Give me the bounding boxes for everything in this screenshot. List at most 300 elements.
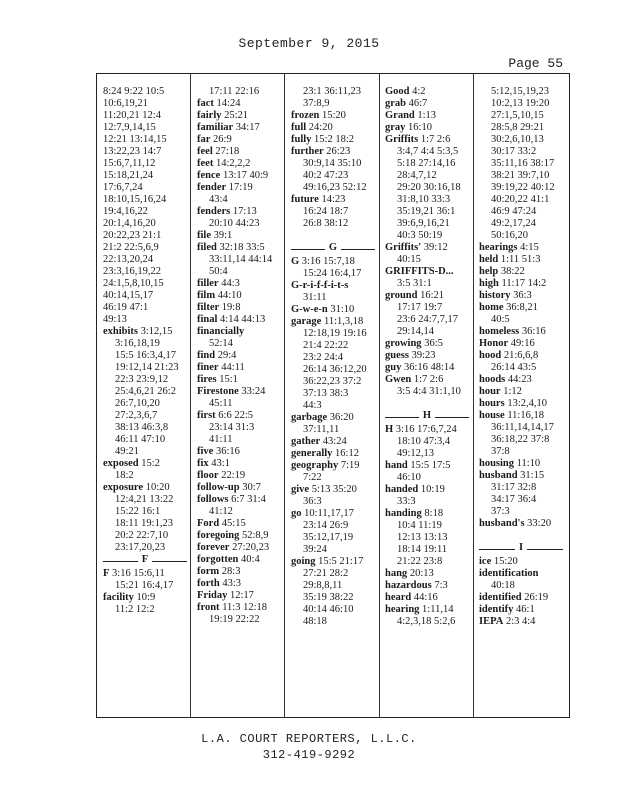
index-refs: 17:11 22:16 xyxy=(209,86,260,97)
index-continuation xyxy=(479,146,563,158)
index-refs: 21:2 22:5,6,9 xyxy=(103,242,159,253)
index-entry xyxy=(291,146,375,158)
index-refs: 16:10 xyxy=(405,122,432,133)
index-refs: 36:8,21 xyxy=(503,302,538,313)
index-continuation xyxy=(385,326,469,338)
index-entry xyxy=(479,568,563,580)
column-divider xyxy=(190,74,191,717)
index-refs: 27:18 xyxy=(212,146,240,157)
index-continuation xyxy=(291,340,375,352)
index-term: fix xyxy=(197,458,209,469)
index-continuation xyxy=(103,314,187,326)
index-term: hearings xyxy=(479,242,518,253)
index-continuation xyxy=(479,194,563,206)
index-refs: 17:13 xyxy=(230,206,257,217)
index-refs: 49:16 xyxy=(508,338,535,349)
index-refs: 10:2,13 19:20 xyxy=(491,98,550,109)
index-refs: 13:22,23 14:7 xyxy=(103,146,162,157)
index-refs: 23:6 24:7,7,17 xyxy=(397,314,458,325)
index-refs: 13:17 40:9 xyxy=(220,170,269,181)
index-continuation xyxy=(291,388,375,400)
index-refs: 16:24 18:7 xyxy=(303,206,349,217)
index-refs: 1:7 2:6 xyxy=(418,134,451,145)
index-continuation xyxy=(103,604,187,616)
index-refs: 12:13 13:13 xyxy=(397,532,448,543)
index-refs: 26:19 xyxy=(521,592,549,603)
index-refs: 18:10 47:3,4 xyxy=(397,436,451,447)
index-refs: 49:16,23 52:12 xyxy=(303,182,367,193)
index-refs: 19:4,16,22 xyxy=(103,206,148,217)
index-term: hood xyxy=(479,350,502,361)
index-term: hoods xyxy=(479,374,506,385)
index-refs: 45:15 xyxy=(219,518,246,529)
index-term: ice xyxy=(479,556,492,567)
index-refs: 29:4 xyxy=(215,350,237,361)
index-continuation xyxy=(103,278,187,290)
index-continuation xyxy=(103,338,187,350)
index-term: identified xyxy=(479,592,522,603)
index-entry xyxy=(197,110,281,122)
index-entry xyxy=(291,110,375,122)
index-continuation xyxy=(103,386,187,398)
index-term: G-w-e-n xyxy=(291,304,328,315)
index-refs: 12:17 xyxy=(227,590,254,601)
index-entry xyxy=(479,374,563,386)
index-refs: 28:4,7,12 xyxy=(397,170,437,181)
index-term: hazardous xyxy=(385,580,432,591)
index-refs: 7:3 xyxy=(431,580,448,591)
index-term: future xyxy=(291,194,319,205)
index-column-2 xyxy=(197,86,281,626)
index-refs: 25:4,6,21 26:2 xyxy=(115,386,176,397)
index-refs: 15:21 16:4,17 xyxy=(115,580,174,591)
index-refs: 19:8 xyxy=(219,302,241,313)
index-entry xyxy=(479,254,563,266)
index-refs: 17:17 19:7 xyxy=(397,302,443,313)
index-refs: 15:20 xyxy=(319,110,346,121)
index-refs: 17:6,7,24 xyxy=(103,182,143,193)
index-refs: 1:11,14 xyxy=(419,604,454,615)
index-term: film xyxy=(197,290,216,301)
index-continuation xyxy=(385,448,469,460)
index-refs: 46:19 47:1 xyxy=(103,302,149,313)
index-term: G-r-i-f-f-i-t-s xyxy=(291,280,349,291)
index-term: form xyxy=(197,566,220,577)
index-refs: 36:18,22 37:8 xyxy=(491,434,550,445)
index-continuation xyxy=(103,494,187,506)
index-continuation xyxy=(103,146,187,158)
index-term: hearing xyxy=(385,604,420,615)
index-refs: 33:20 xyxy=(524,518,552,529)
index-term: garbage xyxy=(291,412,328,423)
index-entry xyxy=(291,412,375,424)
index-refs: 15:5 17:5 xyxy=(407,460,451,471)
index-entry xyxy=(197,458,281,470)
index-refs: 28:3 xyxy=(219,566,241,577)
index-entry xyxy=(197,314,281,326)
index-refs: 31:15 xyxy=(517,470,545,481)
index-refs: 14:2,2,2 xyxy=(213,158,251,169)
index-entry xyxy=(479,242,563,254)
index-entry xyxy=(479,458,563,470)
index-refs: 13:2,4,10 xyxy=(504,398,547,409)
index-entry xyxy=(197,446,281,458)
index-term: grab xyxy=(385,98,406,109)
index-entry xyxy=(197,302,281,314)
index-term: ground xyxy=(385,290,418,301)
index-term: filler xyxy=(197,278,219,289)
index-term: feel xyxy=(197,146,213,157)
index-refs: 35:19 38:22 xyxy=(303,592,354,603)
index-continuation xyxy=(103,422,187,434)
index-continuation xyxy=(103,86,187,98)
index-term: growing xyxy=(385,338,422,349)
index-refs: 49:2,17,24 xyxy=(491,218,536,229)
index-entry xyxy=(385,98,469,110)
index-refs: 15:2 18:2 xyxy=(311,134,355,145)
index-continuation xyxy=(291,592,375,604)
index-term: garage xyxy=(291,316,322,327)
index-refs: 1:13 xyxy=(414,110,437,121)
index-entry xyxy=(291,556,375,568)
index-term: generally xyxy=(291,448,333,459)
index-refs: 31:17 32:8 xyxy=(491,482,537,493)
index-entry xyxy=(197,146,281,158)
index-refs: 35:12,17,19 xyxy=(303,532,354,543)
index-term: husband xyxy=(479,470,518,481)
index-continuation xyxy=(385,254,469,266)
index-continuation xyxy=(103,290,187,302)
index-column-1 xyxy=(103,86,187,616)
index-continuation xyxy=(479,158,563,170)
index-refs: 20:2 22:7,10 xyxy=(115,530,169,541)
index-entry xyxy=(197,206,281,218)
index-refs: 15:5 16:3,4,17 xyxy=(115,350,176,361)
index-refs: 5:13 35:20 xyxy=(309,484,357,495)
column-divider xyxy=(284,74,285,717)
index-term: five xyxy=(197,446,214,457)
index-refs: 36:3 xyxy=(510,290,532,301)
index-refs: 41:11 xyxy=(209,434,233,445)
index-entry xyxy=(479,386,563,398)
index-term: exhibits xyxy=(103,326,139,337)
index-refs: 1:12 xyxy=(500,386,522,397)
section-letter xyxy=(385,410,469,424)
index-continuation xyxy=(385,194,469,206)
index-entry xyxy=(291,508,375,520)
index-term: guess xyxy=(385,350,409,361)
index-refs: 40:5 xyxy=(491,314,510,325)
index-refs: 10:6,19,21 xyxy=(103,98,148,109)
index-continuation xyxy=(385,158,469,170)
index-entry xyxy=(197,98,281,110)
index-refs: 28:5,8 29:21 xyxy=(491,122,545,133)
index-refs: 8:24 9:22 10:5 xyxy=(103,86,165,97)
index-continuation xyxy=(385,314,469,326)
index-continuation xyxy=(197,194,281,206)
index-term: fairly xyxy=(197,110,222,121)
index-entry xyxy=(103,326,187,338)
index-continuation xyxy=(103,230,187,242)
index-refs: 3:5 31:1 xyxy=(397,278,432,289)
index-continuation xyxy=(103,518,187,530)
index-continuation xyxy=(291,86,375,98)
index-refs: 11:17 14:2 xyxy=(498,278,547,289)
index-term: Ford xyxy=(197,518,220,529)
index-entry xyxy=(291,134,375,146)
index-entry xyxy=(197,554,281,566)
index-entry xyxy=(197,542,281,554)
index-refs: 30:2,6,10,13 xyxy=(491,134,544,145)
index-entry xyxy=(479,326,563,338)
index-entry xyxy=(291,484,375,496)
index-continuation xyxy=(197,614,281,626)
index-refs: 10:9 xyxy=(133,592,156,603)
index-term: H xyxy=(385,424,394,435)
index-entry xyxy=(103,568,187,580)
index-continuation xyxy=(291,604,375,616)
index-refs: 52:14 xyxy=(209,338,233,349)
index-entry xyxy=(197,482,281,494)
index-entry xyxy=(103,482,187,494)
index-refs: 6:6 22:5 xyxy=(215,410,254,421)
index-refs: 18:2 xyxy=(115,470,134,481)
index-entry xyxy=(197,326,281,338)
index-refs: 18:14 19:11 xyxy=(397,544,448,555)
index-term: Griffits xyxy=(385,134,419,145)
index-continuation xyxy=(197,86,281,98)
index-refs: 3:4,7 4:4 5:3,5 xyxy=(397,146,459,157)
index-refs: 5:12,15,19,23 xyxy=(491,86,550,97)
index-entry xyxy=(479,410,563,422)
index-refs: 19:19 22:22 xyxy=(209,614,260,625)
index-entry xyxy=(479,338,563,350)
index-term: GRIFFITS-D... xyxy=(385,266,454,277)
index-continuation xyxy=(291,532,375,544)
index-refs: 22:19 xyxy=(218,470,246,481)
index-term: homeless xyxy=(479,326,520,337)
index-refs: 44:10 xyxy=(215,290,242,301)
index-refs: 50:16,20 xyxy=(491,230,529,241)
index-refs: 35:19,21 36:1 xyxy=(397,206,456,217)
index-refs: 37:13 38:3 xyxy=(303,388,349,399)
index-refs: 19:12,14 21:23 xyxy=(115,362,179,373)
index-refs: 6:7 31:4 xyxy=(228,494,266,505)
index-term: going xyxy=(291,556,316,567)
index-continuation xyxy=(479,314,563,326)
index-term: fully xyxy=(291,134,312,145)
index-refs: 12:7,9,14,15 xyxy=(103,122,156,133)
column-divider xyxy=(379,74,380,717)
index-continuation xyxy=(291,496,375,508)
index-term: hour xyxy=(479,386,501,397)
index-refs: 49:12,13 xyxy=(397,448,435,459)
index-term: frozen xyxy=(291,110,320,121)
index-continuation xyxy=(197,266,281,278)
index-column-3 xyxy=(291,86,375,628)
index-term: identify xyxy=(479,604,514,615)
index-entry xyxy=(197,158,281,170)
index-continuation xyxy=(103,266,187,278)
index-continuation xyxy=(103,98,187,110)
index-term: feet xyxy=(197,158,214,169)
index-refs: 41:12 xyxy=(209,506,233,517)
index-refs: 3:5 4:4 31:1,10 xyxy=(397,386,461,397)
section-letter-text: H xyxy=(419,410,435,421)
index-term: help xyxy=(479,266,499,277)
index-term: history xyxy=(479,290,511,301)
index-term: high xyxy=(479,278,499,289)
index-entry xyxy=(291,460,375,472)
index-refs: 36:3 xyxy=(303,496,322,507)
index-entry xyxy=(479,616,563,628)
index-refs: 39:19,22 40:12 xyxy=(491,182,555,193)
index-term: house xyxy=(479,410,505,421)
index-continuation xyxy=(385,386,469,398)
index-refs: 36:16 48:14 xyxy=(401,362,455,373)
index-continuation xyxy=(291,206,375,218)
index-entry xyxy=(479,290,563,302)
index-refs: 12:18,19 19:16 xyxy=(303,328,367,339)
index-term: home xyxy=(479,302,504,313)
index-refs: 40:2 47:23 xyxy=(303,170,349,181)
index-continuation xyxy=(197,338,281,350)
index-continuation xyxy=(291,544,375,556)
index-term: Friday xyxy=(197,590,228,601)
index-continuation xyxy=(103,254,187,266)
index-refs: 11:3 12:18 xyxy=(219,602,268,613)
index-continuation xyxy=(291,352,375,364)
index-refs: 3:16 15:6,11 xyxy=(109,568,165,579)
index-continuation xyxy=(385,206,469,218)
index-refs: 43:4 xyxy=(209,194,228,205)
index-refs: 12:4,21 13:22 xyxy=(115,494,174,505)
index-refs: 11:1,3,18 xyxy=(321,316,364,327)
index-entry xyxy=(291,280,375,292)
index-refs: 23:17,20,23 xyxy=(115,542,166,553)
index-refs: 46:7 xyxy=(406,98,428,109)
index-continuation xyxy=(479,86,563,98)
index-refs: 46:11 47:10 xyxy=(115,434,166,445)
index-refs: 38:22 xyxy=(498,266,525,277)
index-refs: 4:2 xyxy=(409,86,426,97)
index-refs: 20:10 44:23 xyxy=(209,218,260,229)
index-continuation xyxy=(291,218,375,230)
index-refs: 4:14 44:13 xyxy=(217,314,266,325)
index-continuation xyxy=(479,218,563,230)
index-continuation xyxy=(291,472,375,484)
index-refs: 26:23 xyxy=(323,146,351,157)
index-refs: 15:6,7,11,12 xyxy=(103,158,156,169)
index-refs: 23:14 31:3 xyxy=(209,422,255,433)
index-term: fender xyxy=(197,182,227,193)
index-continuation xyxy=(103,122,187,134)
index-continuation xyxy=(291,376,375,388)
index-term: far xyxy=(197,134,211,145)
index-continuation xyxy=(291,568,375,580)
index-refs: 49:13 xyxy=(103,314,127,325)
index-term: first xyxy=(197,410,216,421)
index-refs: 8:18 xyxy=(421,508,444,519)
index-refs: 44:11 xyxy=(218,362,245,373)
index-term: Firestone xyxy=(197,386,239,397)
index-continuation xyxy=(291,230,375,242)
index-refs: 7:19 xyxy=(338,460,360,471)
index-term: gather xyxy=(291,436,321,447)
index-term: Griffits' xyxy=(385,242,422,253)
index-entry xyxy=(385,580,469,592)
index-term: IEPA xyxy=(479,616,504,627)
index-refs: 40:14,15,17 xyxy=(103,290,154,301)
index-continuation xyxy=(291,158,375,170)
section-letter-text: F xyxy=(138,554,152,565)
index-continuation xyxy=(479,134,563,146)
index-continuation xyxy=(197,434,281,446)
index-refs: 22:13,20,24 xyxy=(103,254,154,265)
index-refs: 26:8 38:12 xyxy=(303,218,349,229)
index-refs: 34:17 xyxy=(233,122,260,133)
section-letter-text: I xyxy=(515,542,527,553)
index-term: familiar xyxy=(197,122,234,133)
index-term: hours xyxy=(479,398,505,409)
index-refs: 2:3 4:4 xyxy=(503,616,536,627)
index-term: Good xyxy=(385,86,410,97)
index-refs: 43:24 xyxy=(320,436,347,447)
index-continuation xyxy=(291,520,375,532)
index-continuation xyxy=(103,170,187,182)
index-refs: 26:14 43:5 xyxy=(491,362,537,373)
index-entry xyxy=(197,590,281,602)
index-entry xyxy=(291,194,375,206)
index-refs: 40:4 xyxy=(238,554,260,565)
index-continuation xyxy=(197,398,281,410)
index-continuation xyxy=(479,362,563,374)
footer-company: L.A. COURT REPORTERS, L.L.C. xyxy=(201,732,417,746)
index-refs: 29:14,14 xyxy=(397,326,435,337)
index-entry xyxy=(197,122,281,134)
index-term: housing xyxy=(479,458,515,469)
index-entry xyxy=(197,566,281,578)
index-entry xyxy=(197,230,281,242)
index-continuation xyxy=(103,506,187,518)
index-refs: 15:22 16:1 xyxy=(115,506,161,517)
index-refs: 32:18 33:5 xyxy=(216,242,265,253)
index-refs: 3:12,15 xyxy=(138,326,173,337)
index-refs: 15:20 xyxy=(491,556,518,567)
index-continuation xyxy=(103,218,187,230)
index-refs: 20:1,4,16,20 xyxy=(103,218,156,229)
index-refs: 43:1 xyxy=(208,458,230,469)
index-entry xyxy=(385,266,469,278)
section-letter-text: G xyxy=(325,242,341,253)
index-continuation xyxy=(479,230,563,242)
index-continuation xyxy=(103,134,187,146)
index-refs: 21:6,6,8 xyxy=(501,350,539,361)
index-refs: 23:3,16,19,22 xyxy=(103,266,162,277)
index-continuation xyxy=(291,98,375,110)
index-entry xyxy=(385,604,469,616)
index-refs: 1:11 51:3 xyxy=(498,254,541,265)
index-refs: 10:11,17,17 xyxy=(301,508,354,519)
index-refs: 4:15 xyxy=(517,242,539,253)
index-entry xyxy=(197,290,281,302)
index-continuation xyxy=(103,470,187,482)
index-refs: 43:3 xyxy=(219,578,242,589)
index-refs: 23:1 36:11,23 xyxy=(303,86,361,97)
index-refs: 5:18 27:14,16 xyxy=(397,158,456,169)
index-refs: 30:17 33:2 xyxy=(491,146,537,157)
index-entry xyxy=(385,508,469,520)
